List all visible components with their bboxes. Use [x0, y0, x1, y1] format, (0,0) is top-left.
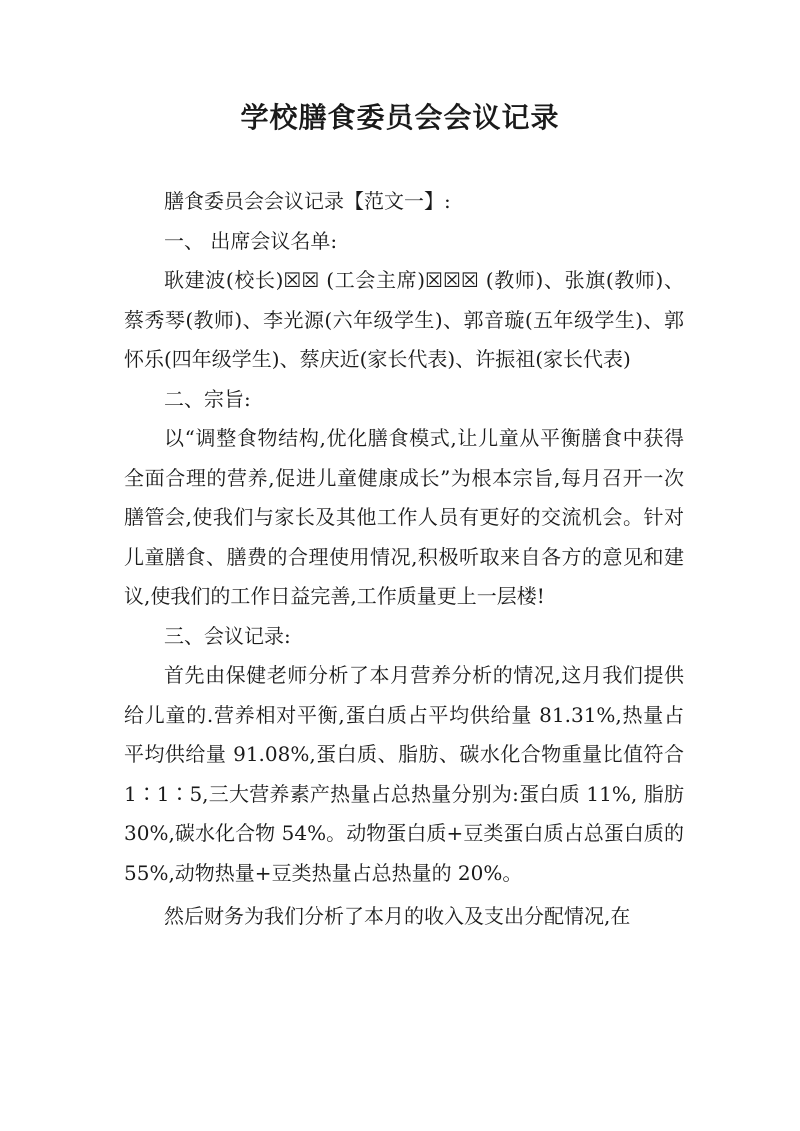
document-title: 学校膳食委员会会议记录	[240, 101, 560, 134]
paragraph-finance-analysis: 然后财务为我们分析了本月的收入及支出分配情况,在	[164, 904, 631, 928]
paragraph-attendance-list: 耿建波(校长)☒☒ (工会主席)☒☒☒ (教师)、张旗(教师)、蔡秀琴(教师)、李光源(六年级学生)、郭音璇(五年级学生)、郭怀乐(四年级学生)、蔡庆近(家长代表)、许振祖(家长代表)	[124, 268, 684, 371]
paragraph-purpose-heading: 二、宗旨:	[164, 386, 251, 411]
paragraph-purpose-text: 以“调整食物结构,优化膳食模式,让儿童从平衡膳食中获得全面合理的营养,促进儿童健康成长”为根本宗旨,每月召开一次膳管会,使我们与家长及其他工作人员有更好的交流机会。针对儿童膳食、膳费的合理使用情况,积极听取来自各方的意见和建议,使我们的工作日益完善,工作质量更上一层楼!	[124, 426, 684, 608]
paragraph-heading: 膳食委员会会议记录【范文一】:	[164, 189, 451, 213]
paragraph-nutrition-analysis: 首先由保健老师分析了本月营养分析的情况,这月我们提供给儿童的.营养相对平衡,蛋白质占平均供给量 81.31%,热量占平均供给量 91.08%,蛋白质、脂肪、碳水化合物重量比值符合 1∶1∶5,三大营养素产热量占总热量分别为:蛋白质 11%, 脂肪 30%,碳水化合物 54%。动物蛋白质+豆类蛋白质占总蛋白质的 55%,动物热量+豆类热量占总热量的 20%。	[124, 663, 684, 885]
document-body	[124, 182, 684, 937]
paragraph-minutes-heading: 三、会议记录:	[164, 623, 291, 648]
paragraph-attendance-heading: 一、 出席会议名单:	[164, 228, 338, 253]
